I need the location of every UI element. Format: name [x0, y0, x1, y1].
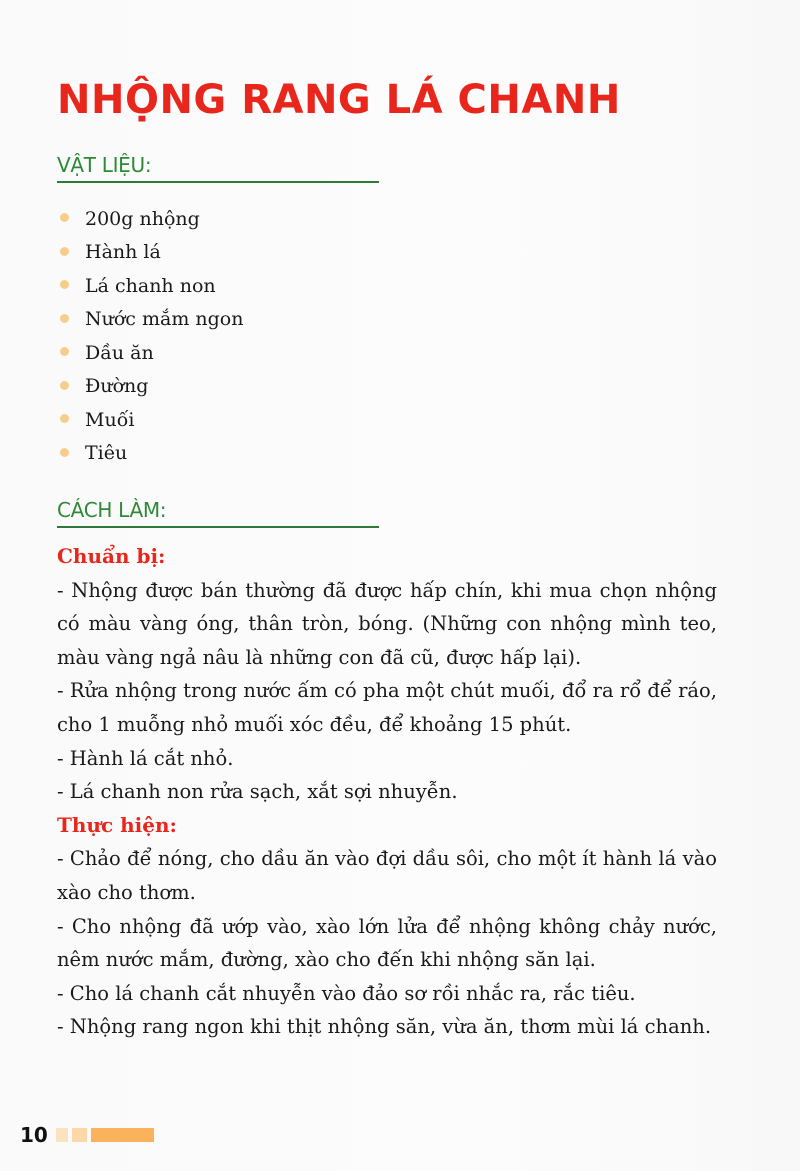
bullet-dot-icon: [60, 247, 69, 256]
ingredients-heading-label: VẬT LIỆU:: [57, 153, 152, 177]
method-heading-label: CÁCH LÀM:: [57, 498, 167, 522]
preparation-step: - Lá chanh non rửa sạch, xắt sợi nhuyễn.: [57, 780, 458, 804]
ingredient-label: Hành lá: [85, 241, 161, 264]
ingredient-item: [60, 437, 243, 471]
recipe-title: NHỘNG RANG LÁ CHANH: [57, 77, 621, 123]
ingredient-label: Nước mắm ngon: [85, 308, 244, 331]
ingredient-item: [60, 336, 243, 370]
ingredients-heading: [57, 155, 379, 183]
preparation-step: - Nhộng được bán thường đã được hấp chín, khi mua chọn nhộng có màu vàng óng, thân tròn, bóng. (Những con nhộng mình teo, màu vàng ngả nâu là những con đã cũ, được hấp lại).: [57, 578, 717, 669]
ingredient-label: Dầu ăn: [85, 341, 154, 364]
ingredient-item: [60, 202, 243, 236]
ingredient-label: Muối: [85, 408, 135, 431]
ingredients-list: [60, 202, 243, 470]
execution-heading: Thực hiện:: [57, 812, 177, 837]
ingredient-item: [60, 370, 243, 404]
ingredient-item: [60, 403, 243, 437]
bullet-dot-icon: [60, 314, 69, 323]
ingredient-label: Đường: [85, 375, 149, 398]
bullet-dot-icon: [60, 213, 69, 222]
bullet-dot-icon: [60, 347, 69, 356]
execution-step: - Cho lá chanh cắt nhuyễn vào đảo sơ rồi nhắc ra, rắc tiêu.: [57, 981, 636, 1005]
method-heading-rule: [57, 526, 379, 528]
method-body: [57, 540, 717, 1044]
method-heading: [57, 500, 379, 528]
footer-deco-bar: [91, 1128, 154, 1142]
bullet-dot-icon: [60, 414, 69, 423]
ingredient-label: Lá chanh non: [85, 274, 216, 297]
preparation-step: - Rửa nhộng trong nước ấm có pha một chút muối, đổ ra rổ để ráo, cho 1 muỗng nhỏ muối xóc đều, để khoảng 15 phút.: [57, 679, 717, 736]
page-footer: [20, 1125, 154, 1145]
ingredient-item: [60, 236, 243, 270]
ingredient-item: [60, 303, 243, 337]
preparation-heading: Chuẩn bị:: [57, 544, 166, 568]
ingredients-heading-rule: [57, 181, 379, 183]
execution-step: - Cho nhộng đã ướp vào, xào lớn lửa để nhộng không chảy nước, nêm nước mắm, đường, xào cho đến khi nhộng săn lại.: [57, 914, 717, 972]
page-number: 10: [20, 1123, 48, 1147]
execution-step: - Nhộng rang ngon khi thịt nhộng săn, vừa ăn, thơm mùi lá chanh.: [57, 1015, 712, 1039]
footer-deco-block: [56, 1128, 68, 1142]
bullet-dot-icon: [60, 448, 69, 457]
ingredient-label: Tiêu: [85, 442, 128, 465]
ingredient-label: 200g nhộng: [85, 207, 200, 230]
bullet-dot-icon: [60, 280, 69, 289]
bullet-dot-icon: [60, 381, 69, 390]
execution-step: - Chảo để nóng, cho dầu ăn vào đợi dầu sôi, cho một ít hành lá vào xào cho thơm.: [57, 847, 717, 904]
footer-deco-block: [72, 1128, 87, 1142]
ingredient-item: [60, 269, 243, 303]
preparation-step: - Hành lá cắt nhỏ.: [57, 746, 234, 770]
